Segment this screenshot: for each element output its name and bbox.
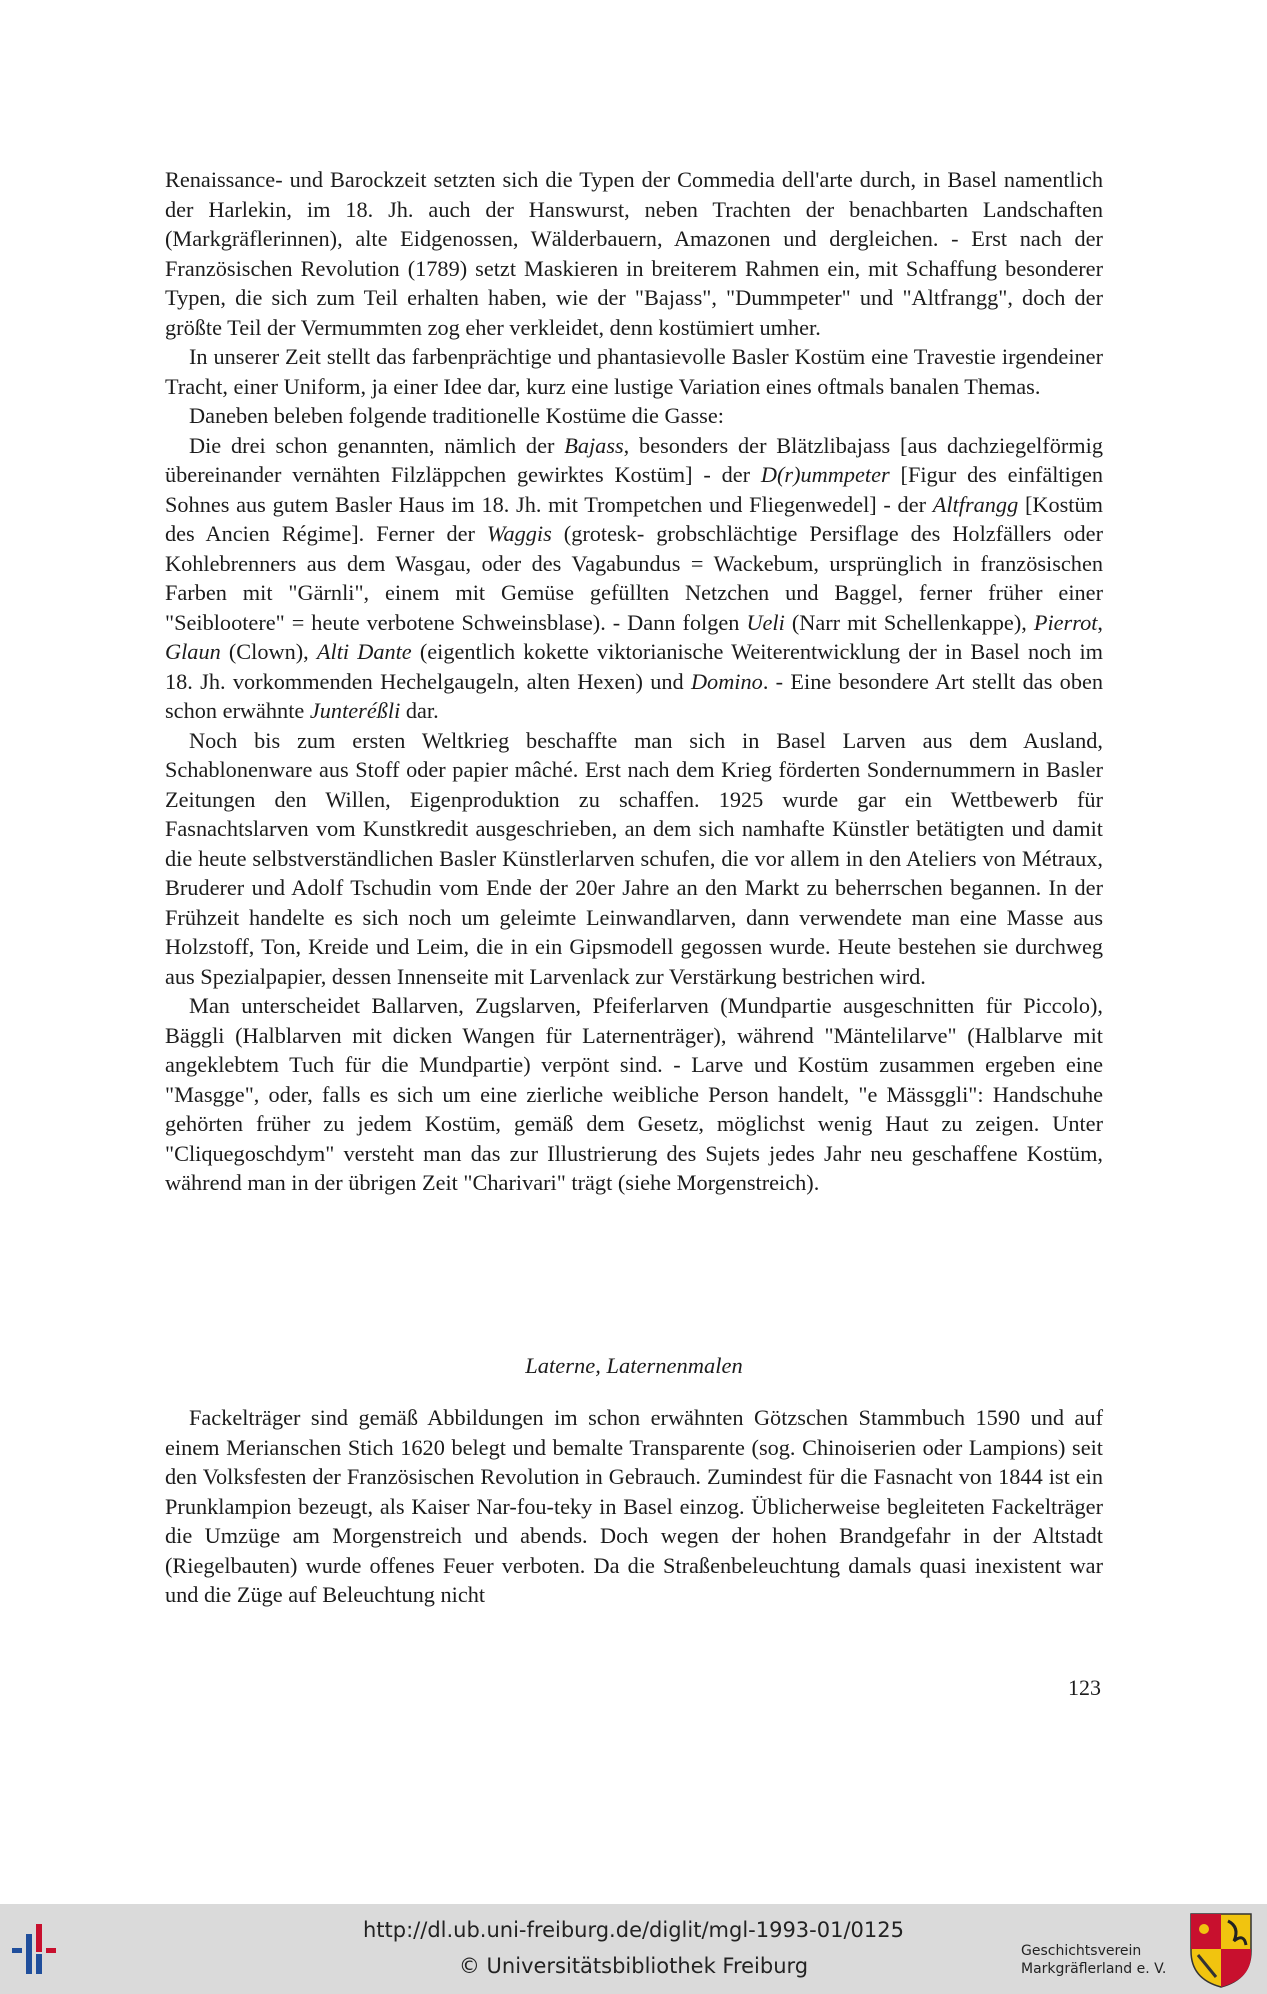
term: D(r)ummpeter: [760, 462, 890, 487]
term: Glaun: [165, 639, 221, 664]
term: Altfrangg: [932, 491, 1019, 517]
term: Bajass: [564, 432, 624, 458]
footer-bar: [0, 1904, 1267, 1994]
text-run: dar.: [400, 698, 439, 723]
main-text-block: [165, 165, 1103, 1198]
coat-of-arms-icon: [1188, 1911, 1254, 1989]
paragraph: Man unterscheidet Ballarven, Zugslarven, Pfeiferlarven (Mundpartie ausgeschnitten für Piccolo), Bäggli (Halblarven mit dicken Wangen für Laternenträger), während "Mäntelilarve" (Halblarve mit angeklebtem Tuch für die Mundpartie) verpönt sind. - Larve und Kostüm zusammen ergeben eine "Masgge", oder, falls es sich um eine zierliche weibliche Person handelt, "e Mässggli": Handschuhe gehörten früher zu jedem Kostüm, gemäß dem Gesetz, möglichst wenig Haut zu zeigen. Unter "Cliquegoschdym" versteht man das zur Illustrierung des Sujets jedes Jahr neu geschaffene Kostüm, während man in der übrigen Zeit "Charivari" trägt (siehe Morgenstreich).: [165, 993, 1103, 1195]
text-run: (Narr mit Schellenkappe),: [784, 609, 1034, 635]
term: Alti Dante: [316, 639, 412, 664]
text-run: [Figur des einfältigen Sohnes aus gutem Basler Haus im 18. Jh. mit Trompetchen und Fliegenwedel] - der: [165, 462, 1104, 517]
copyright-notice: © Universitätsbibliothek Freiburg: [458, 1954, 809, 1978]
paragraph: Daneben beleben folgende traditionelle Kostüme die Gasse:: [189, 403, 724, 428]
text-run: (eigentlich kokette viktorianische Weiterentwicklung der in Basel noch im 18. Jh. vorkommenden Hechelgaugeln, alten Hexen) und: [165, 639, 1103, 694]
text-run: , besonders der Blätzlibajass [aus dachziegelförmig übereinander vernähten Filzläppchen gewirktes Kostüm] - der: [165, 432, 1103, 487]
text-run: (Clown),: [220, 639, 317, 664]
text-run: (grotesk- grobschlächtige Persiflage des Holzfällers oder Kohlebrenners aus dem Wasgau, oder des Vagabundus = Wackebum, ursprünglich in französischen Farben mit "Gärnli", einem mit Gemüse gefüllten Netzchen und Baggel, ferner früher einer "Seiblootere" = heute verbotene Schweinsblase). - Dann folgen: [165, 521, 1103, 635]
paragraph: Fackelträger sind gemäß Abbildungen im schon erwähnten Götzschen Stammbuch 1590 und auf einem Merianschen Stich 1620 belegt und bemalte Transparente (sog. Chinoiserien oder Lampions) seit den Volksfesten der Französischen Revolution in Gebrauch. Zumindest für die Fasnacht von 1844 ist ein Prunklampion bezeugt, als Kaiser Nar-fou-teky in Basel einzog. Üblicherweise begleiteten Fackelträger die Umzüge am Morgenstreich und abends. Doch wegen der hohen Brandgefahr in der Altstadt (Riegelbauten) wurde offenes Feuer verboten. Da die Straßenbeleuchtung damals quasi inexistent war und die Züge auf Beleuchtung nicht: [165, 1405, 1103, 1607]
publisher-line: Geschichtsverein: [1021, 1943, 1142, 1959]
text-run: [Kostüm des Ancien Régime]. Ferner der: [165, 491, 1103, 546]
section-heading: Laterne, Laternenmalen: [525, 1353, 743, 1378]
term: Pierrot: [1033, 609, 1098, 635]
paragraph-costumes: [165, 431, 1103, 726]
term: Domino: [690, 668, 763, 694]
paragraph: Renaissance- und Barockzeit setzten sich die Typen der Commedia dell'arte durch, in Basel namentlich der Harlekin, im 18. Jh. auch der Hanswurst, neben Trachten der benachbarten Landschaften (Markgräflerinnen), alte Eidgenossen, Wälderbauern, Amazonen und dergleichen. - Erst nach der Französischen Revolution (1789) setzt Maskieren in breiterem Rahmen ein, mit Schaffung besonderer Typen, die sich zum Teil erhalten haben, wie der "Bajass", "Dummpeter" und "Altfrangg", doch der größte Teil der Vermummten zog eher verkleidet, denn kostümiert umher.: [165, 167, 1103, 340]
publisher-line: Markgräflerland e. V.: [1021, 1961, 1167, 1977]
term: Ueli: [746, 609, 785, 635]
page-number: 123: [1068, 1675, 1101, 1700]
section-text-block: [165, 1403, 1103, 1610]
text-run: ,: [1097, 609, 1103, 635]
term: Junteréßli: [309, 698, 401, 723]
paragraph: Noch bis zum ersten Weltkrieg beschaffte man sich in Basel Larven aus dem Ausland, Schablonenware aus Stoff oder papier mâché. Erst nach dem Krieg förderten Sondernummern in Basler Zeitungen den Willen, Eigenproduktion zu schaffen. 1925 wurde gar ein Wettbewerb für Fasnachtslarven vom Kunstkredit ausgeschrieben, an dem sich namhafte Künstler betätigten und damit die heute selbstverständlichen Basler Künstlerlarven schufen, die vor allem in den Ateliers von Métraux, Bruderer und Adolf Tschudin vom Ende der 20er Jahre an den Markt zu beherrschen begannen. In der Frühzeit handelte es sich noch um geleimte Leinwandlarven, dann verwendete man eine Masse aus Holzstoff, Ton, Kreide und Leim, die in ein Gipsmodell gegossen wurde. Heute bestehen sie durchweg aus Spezialpapier, dessen Innenseite mit Larvenlack zur Verstärkung bestrichen wird.: [165, 727, 1103, 989]
term: Waggis: [486, 521, 552, 546]
source-url-link[interactable]: http://dl.ub.uni-freiburg.de/diglit/mgl-1993-01/0125: [362, 1918, 904, 1942]
paragraph: In unserer Zeit stellt das farbenprächtige und phantasievolle Basler Kostüm eine Travestie irgendeiner Tracht, einer Uniform, ja einer Idee dar, kurz eine lustige Variation eines oftmals banalen Themas.: [165, 344, 1103, 399]
text-run: Die drei schon genannten, nämlich der: [189, 432, 565, 458]
text-run: . - Eine besondere Art stellt das oben schon erwähnte: [165, 668, 1104, 723]
publisher-name: [1021, 1942, 1181, 1978]
